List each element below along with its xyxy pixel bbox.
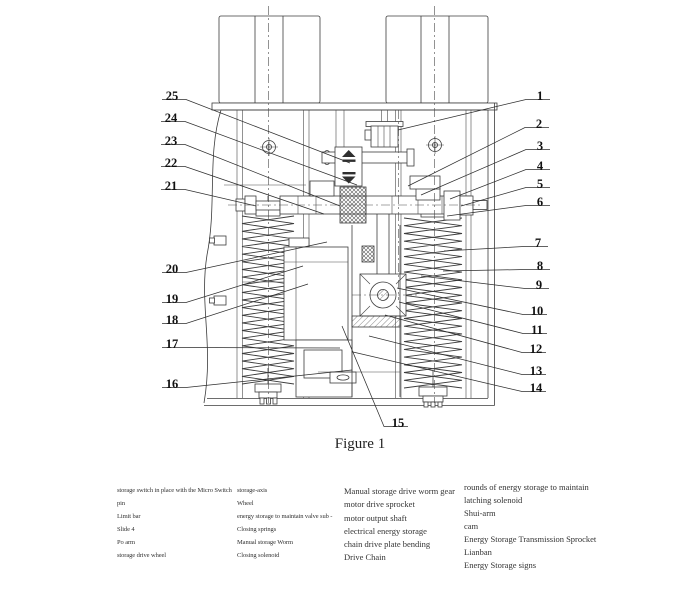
- legend-item: rounds of energy storage to maintain: [464, 482, 589, 492]
- legend-item: pin: [117, 500, 126, 507]
- callout-15: 15: [391, 416, 405, 430]
- crosshair-bolt-right: [426, 136, 444, 154]
- legend-item: storage drive wheel: [117, 552, 166, 559]
- legend-item: motor output shaft: [344, 512, 407, 523]
- legend-item: motor drive sprocket: [344, 499, 415, 510]
- legend-item: Slide 4: [117, 526, 135, 533]
- callout-3: 3: [536, 139, 544, 153]
- legend-item: Lianban: [464, 547, 492, 557]
- legend-item: Po arm: [117, 539, 135, 546]
- legend-item: energy storage to maintain valve sub -: [237, 513, 333, 520]
- callout-20: 20: [165, 262, 179, 276]
- legend-column-2: [237, 484, 332, 562]
- callout-7: 7: [534, 236, 542, 250]
- figure-caption: Figure 1: [334, 436, 386, 452]
- solenoid-box: [242, 238, 348, 340]
- callout-1: 1: [536, 89, 544, 103]
- callout-25: 25: [165, 89, 179, 103]
- pole-block-left: [219, 16, 320, 103]
- top-plate: [212, 103, 497, 110]
- callout-19: 19: [165, 292, 179, 306]
- legend-item: Limit bar: [117, 513, 141, 520]
- callout-16: 16: [165, 377, 179, 391]
- callout-14: 14: [529, 381, 543, 395]
- callout-24: 24: [164, 111, 178, 125]
- legend-column-1: [117, 484, 232, 562]
- legend-item: latching solenoid: [464, 495, 523, 505]
- callout-4: 4: [536, 159, 544, 173]
- legend-item: Closing solenoid: [237, 552, 280, 559]
- legend-item: storage-axis: [237, 487, 268, 494]
- lower-unit: [296, 340, 356, 397]
- sprocket-housing: [352, 274, 406, 327]
- callout-5: 5: [536, 177, 544, 191]
- callout-22: 22: [164, 156, 178, 170]
- callout-17: 17: [165, 337, 179, 351]
- legend-item: storage switch in place with the Micro Switch: [117, 487, 232, 494]
- legend-item: Energy Storage Transmission Sprocket: [464, 534, 597, 544]
- legend-item: Shui-arm: [464, 508, 496, 518]
- legend-column-4: [464, 481, 596, 572]
- callout-10: 10: [530, 304, 544, 318]
- legend-item: Drive Chain: [344, 552, 386, 563]
- callout-23: 23: [164, 134, 178, 148]
- callout-21: 21: [164, 179, 178, 193]
- legend-item: Manual storage Worm: [237, 539, 293, 546]
- callout-8: 8: [536, 259, 544, 273]
- callout-13: 13: [529, 364, 543, 378]
- legend-item: Energy Storage signs: [464, 560, 537, 570]
- crosshair-bolt-left: [260, 138, 278, 156]
- legend-item: cam: [464, 521, 479, 531]
- callout-11: 11: [531, 323, 543, 337]
- legend-item: Wheel: [237, 500, 254, 507]
- legend-item: Manual storage drive worm gear: [344, 486, 455, 496]
- leader-line-17: [162, 348, 340, 349]
- callout-18: 18: [165, 313, 179, 327]
- motor-block: [365, 126, 398, 147]
- leader-line-12: [385, 315, 546, 353]
- spring-foot-right: [419, 370, 447, 407]
- pole-block-right: [386, 16, 488, 103]
- callout-12: 12: [529, 342, 543, 356]
- legend-item: electrical energy storage: [344, 525, 427, 536]
- storage-indicator: [335, 147, 362, 186]
- closing-spring-right: [404, 218, 462, 388]
- callout-9: 9: [535, 278, 543, 292]
- legend-item: Closing springs: [237, 526, 277, 533]
- break-line: [204, 110, 221, 403]
- leader-line-8: [443, 270, 550, 272]
- callout-2: 2: [535, 117, 543, 131]
- callout-6: 6: [536, 195, 544, 209]
- legend-column-3: [344, 485, 455, 565]
- legend-item: chain drive plate bending: [344, 539, 431, 550]
